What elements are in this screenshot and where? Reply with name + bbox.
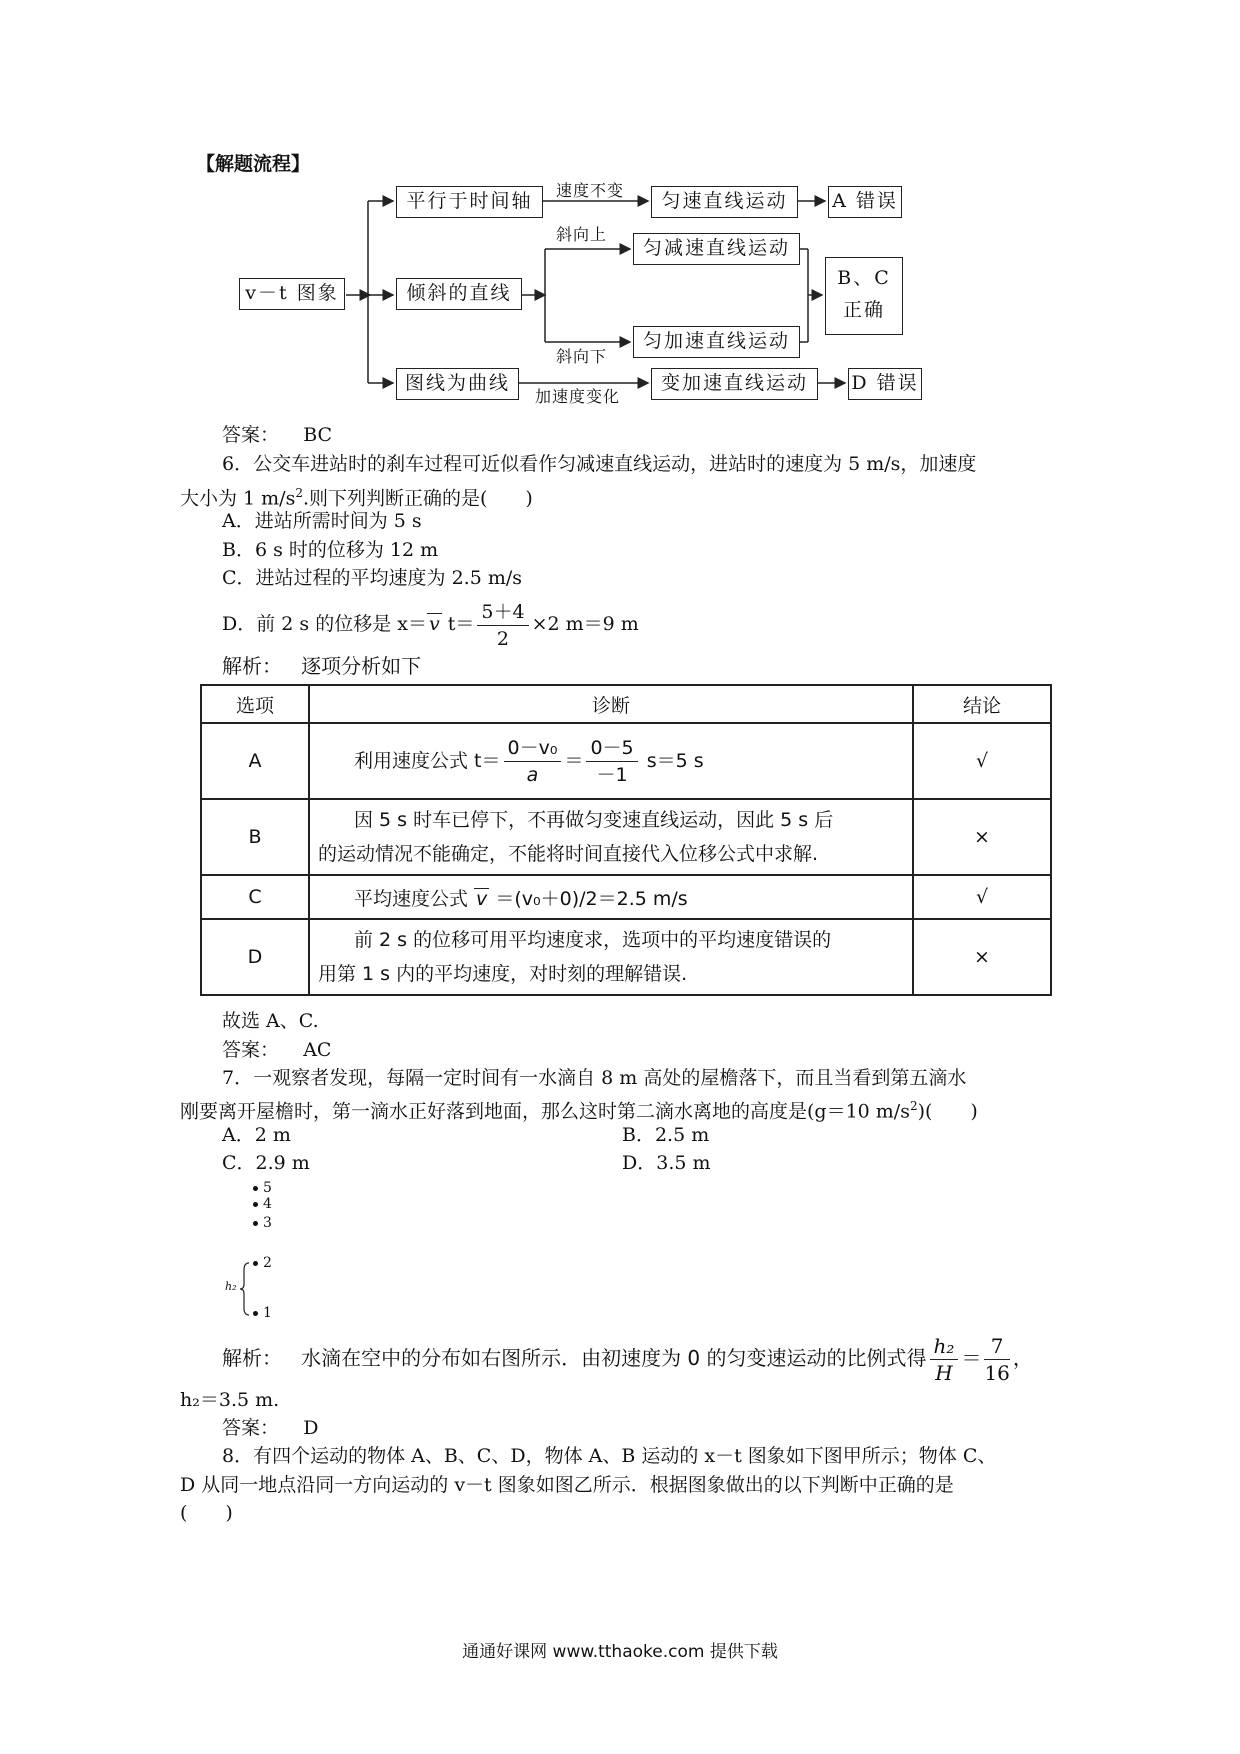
q8-line3: ( ) xyxy=(180,1502,233,1524)
row-a-n1: 0－v₀ xyxy=(504,735,562,762)
q7-option-b: B．2.5 m xyxy=(622,1124,710,1146)
flow-bc-line2: 正确 xyxy=(842,299,885,321)
q7-option-d: D．3.5 m xyxy=(622,1152,711,1174)
q6-line2-a: 大小为 1 m/s xyxy=(180,487,296,510)
flow-a-wrong: A 错误 xyxy=(828,186,902,218)
row-d-option: D xyxy=(201,919,309,995)
ratio-fraction-1 xyxy=(930,1333,959,1386)
q7-line2 xyxy=(180,1092,978,1125)
drop-4-label: 4 xyxy=(263,1196,272,1212)
row-c-pre: 平均速度公式 xyxy=(354,887,475,910)
choose-6: 故选 A、C. xyxy=(222,1010,319,1032)
q6-d-pre: D．前 2 s 的位移是 x＝ xyxy=(222,613,427,635)
drop-2-label: 2 xyxy=(263,1255,272,1271)
flowchart-connectors xyxy=(0,0,1240,420)
row-c-result: √ xyxy=(913,875,1051,919)
row-a-d2: －1 xyxy=(596,763,628,786)
q7-option-c: C．2.9 m xyxy=(222,1152,310,1174)
ratio-den-1: H xyxy=(935,1361,953,1385)
row-b-diagnosis xyxy=(309,799,913,875)
flow-edge-speed-constant: 速度不变 xyxy=(556,181,625,200)
flow-uniform-motion: 匀速直线运动 xyxy=(651,186,798,218)
row-c-option: C xyxy=(201,875,309,919)
flow-bc-line1: B、C xyxy=(837,267,891,289)
row-d-line2: 用第 1 s 内的平均速度，对时刻的理解错误. xyxy=(318,963,688,985)
row-d-diagnosis xyxy=(309,919,913,995)
q6-line1: 6．公交车进站时的刹车过程可近似看作匀减速直线运动，进站时的速度为 5 m/s，加速度 xyxy=(222,453,977,475)
flow-branch-inclined: 倾斜的直线 xyxy=(396,278,522,310)
q6-option-a: A．进站所需时间为 5 s xyxy=(222,510,422,532)
answer-5 xyxy=(222,421,332,449)
q6-d-den: 2 xyxy=(496,627,510,650)
answer-label: 答案： xyxy=(222,424,280,446)
drop-5-label: 5 xyxy=(263,1180,272,1196)
row-b-option: B xyxy=(201,799,309,875)
analysis-text: 水滴在空中的分布如右图所示．由初速度为 0 的匀变速运动的比例式得 xyxy=(301,1346,927,1370)
row-c-diagnosis xyxy=(309,875,913,919)
row-b-result: × xyxy=(913,799,1051,875)
drop-3-label: 3 xyxy=(263,1215,272,1231)
header-conclusion: 结论 xyxy=(913,685,1051,723)
q6-sup: 2 xyxy=(295,486,303,500)
q6-d-t: t＝ xyxy=(441,613,475,635)
flow-accelerating: 匀加速直线运动 xyxy=(633,326,800,358)
page-footer: 通通好课网 www.tthaoke.com 提供下载 xyxy=(462,1642,778,1662)
row-a-diagnosis xyxy=(309,723,913,799)
table-header-row xyxy=(201,685,1051,723)
q7-sup: 2 xyxy=(909,1099,918,1113)
diagnosis-table xyxy=(200,684,1052,996)
ratio-fraction-2 xyxy=(984,1333,1009,1386)
section-header: 【解题流程】 xyxy=(196,153,311,175)
q6-line2-b: .则下列判断正确的是( ) xyxy=(302,487,533,510)
water-drop-figure xyxy=(225,1180,305,1321)
row-b-line1: 因 5 s 时车已停下，不再做匀变速直线运动，因此 5 s 后 xyxy=(354,809,834,831)
answer-value: BC xyxy=(303,424,333,446)
answer-6 xyxy=(222,1036,331,1064)
q8-line1: 8．有四个运动的物体 A、B、C、D，物体 A、B 运动的 x－t 图象如下图甲所示；物体 C、 xyxy=(222,1445,997,1467)
row-a-result: √ xyxy=(913,723,1051,799)
flow-edge-accel-change: 加速度变化 xyxy=(535,387,621,406)
q8-line2: D 从同一地点沿同一方向运动的 v－t 图象如图乙所示．根据图象做出的以下判断中正确的是 xyxy=(180,1474,954,1496)
q7-line2-b: )( ) xyxy=(917,1100,978,1123)
answer-value: AC xyxy=(303,1039,332,1061)
q6-d-fraction xyxy=(477,599,528,652)
q7-line2-a: 刚要离开屋檐时，第一滴水正好落到地面，那么这时第二滴水离地的高度是(g＝10 m/s xyxy=(180,1100,910,1123)
q6-d-vbar: v xyxy=(428,613,440,635)
analysis-7 xyxy=(222,1330,1033,1386)
drop-3-dot xyxy=(253,1221,258,1226)
answer-label: 答案： xyxy=(222,1039,280,1061)
analysis-6 xyxy=(222,652,421,680)
q6-d-post: ×2 m＝9 m xyxy=(531,613,639,635)
row-a-frac2 xyxy=(586,735,637,788)
header-option: 选项 xyxy=(201,685,309,723)
drop-4-dot xyxy=(253,1202,258,1207)
row-c-vbar: v xyxy=(476,887,488,910)
table-row xyxy=(201,875,1051,919)
answer-label: 答案： xyxy=(222,1417,280,1439)
table-row xyxy=(201,919,1051,995)
drop-2-dot xyxy=(253,1261,258,1266)
ratio-num-1: h₂ xyxy=(930,1333,959,1360)
ratio-eq: ＝ xyxy=(961,1346,982,1370)
ratio-num-2: 7 xyxy=(984,1333,1009,1360)
table-row xyxy=(201,723,1051,799)
answer-7 xyxy=(222,1414,318,1442)
analysis-value: 逐项分析如下 xyxy=(301,654,422,678)
h2-label: h₂ xyxy=(225,1280,237,1293)
q7-option-a: A．2 m xyxy=(222,1124,291,1146)
ratio-tail: ， xyxy=(1012,1346,1033,1370)
row-a-eq: ＝ xyxy=(564,749,584,772)
row-d-result: × xyxy=(913,919,1051,995)
h2-brace xyxy=(239,1262,251,1316)
row-c-post: ＝(v₀＋0)/2＝2.5 m/s xyxy=(489,887,688,910)
q7-line1: 7．一观察者发现，每隔一定时间有一水滴自 8 m 高处的屋檐落下，而且当看到第五滴水 xyxy=(222,1067,967,1089)
flow-bc-correct xyxy=(825,257,903,335)
row-a-pre: 利用速度公式 t＝ xyxy=(354,749,501,772)
flow-branch-curve: 图线为曲线 xyxy=(396,368,519,400)
table-row xyxy=(201,799,1051,875)
flow-edge-up: 斜向上 xyxy=(556,225,608,244)
flow-branch-parallel: 平行于时间轴 xyxy=(396,186,543,218)
ratio-den-2: 16 xyxy=(984,1361,1010,1385)
flow-d-wrong: D 错误 xyxy=(848,368,922,400)
header-diagnosis: 诊断 xyxy=(309,685,913,723)
flow-root: v－t 图象 xyxy=(239,278,345,310)
flow-variable-accel: 变加速直线运动 xyxy=(651,368,818,400)
row-a-n2: 0－5 xyxy=(586,735,637,762)
flow-edge-down: 斜向下 xyxy=(556,347,608,366)
q6-option-c: C．进站过程的平均速度为 2.5 m/s xyxy=(222,567,523,589)
row-a-option: A xyxy=(201,723,309,799)
drop-1-dot xyxy=(253,1311,258,1316)
q6-option-d xyxy=(222,596,639,652)
analysis-label: 解析： xyxy=(222,1346,282,1370)
q6-d-num: 5＋4 xyxy=(477,599,528,626)
row-a-frac1 xyxy=(504,735,562,788)
q6-option-b: B．6 s 时的位移为 12 m xyxy=(222,539,439,561)
row-a-post: s＝5 s xyxy=(640,749,704,772)
analysis-label: 解析： xyxy=(222,654,282,678)
answer-value: D xyxy=(303,1417,319,1439)
row-b-line2: 的运动情况不能确定，不能将时间直接代入位移公式中求解. xyxy=(318,843,819,865)
row-a-d1: a xyxy=(526,763,539,786)
analysis-7-line2: h₂＝3.5 m. xyxy=(180,1389,280,1411)
drop-1-label: 1 xyxy=(263,1305,272,1321)
flow-decelerating: 匀减速直线运动 xyxy=(633,233,800,265)
drop-5-dot xyxy=(253,1186,258,1191)
row-d-line1: 前 2 s 的位移可用平均速度求，选项中的平均速度错误的 xyxy=(354,929,832,951)
